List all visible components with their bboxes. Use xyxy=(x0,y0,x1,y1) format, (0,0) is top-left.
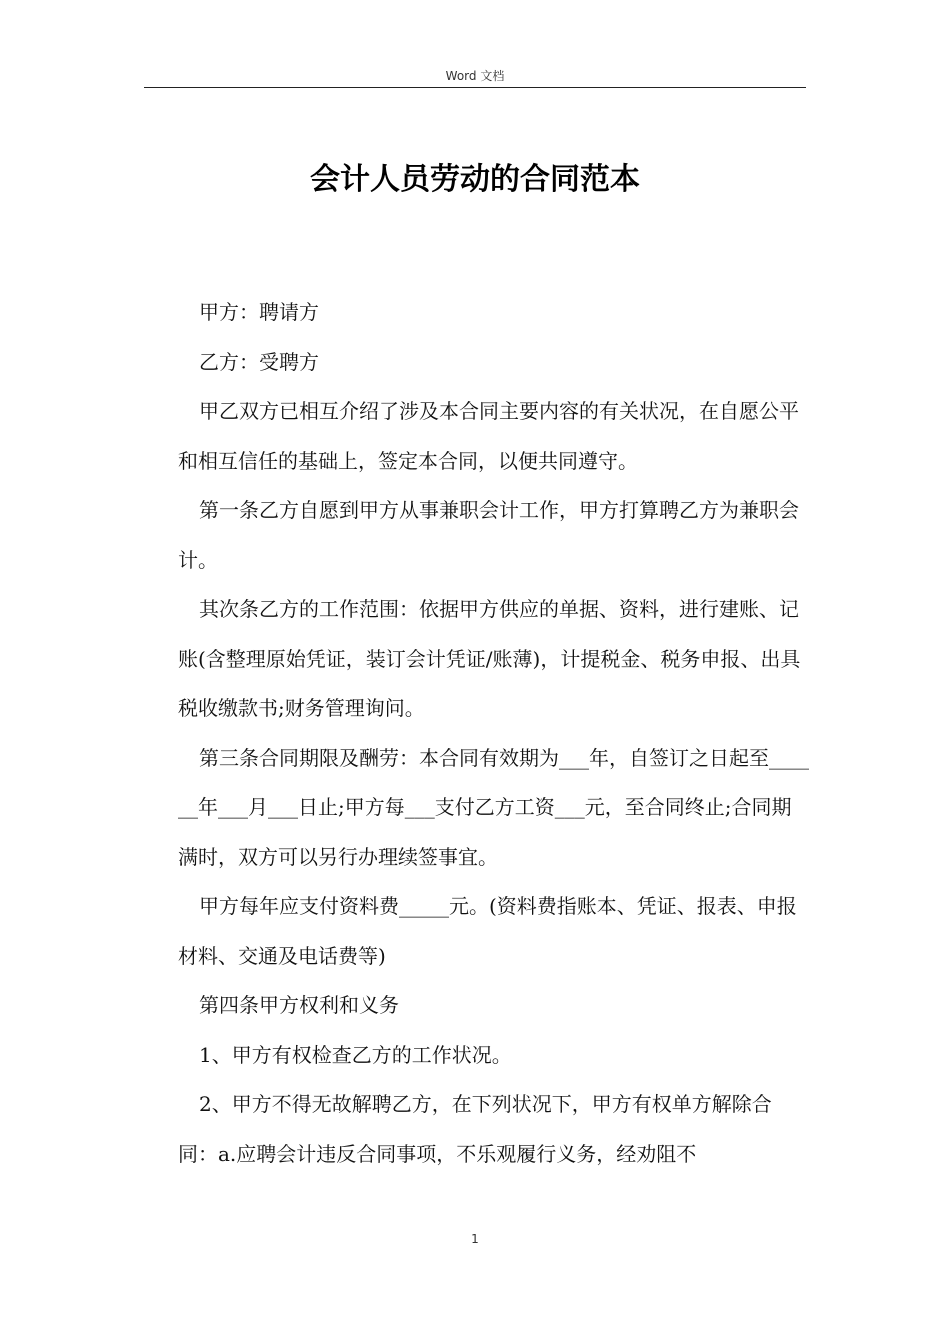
paragraph-party-a: 甲方：聘请方 xyxy=(199,300,319,324)
document-body xyxy=(178,288,810,1179)
paragraph-party-b: 乙方：受聘方 xyxy=(199,349,319,374)
page-number: 1 xyxy=(471,1232,479,1246)
paragraph-article-2: 其次条乙方的工作范围：依据甲方供应的单据、资料，进行建账、记账(含整理原始凭证，装订会计凭证/账薄)，计提税金、税务申报、出具税收缴款书;财务管理询问。 xyxy=(178,597,801,720)
paragraph-item-2: 2、甲方不得无故解聘乙方，在下列状况下，甲方有权单方解除合同：a.应聘会计违反合同事项，不乐观履行义务，经劝阻不 xyxy=(178,1092,772,1166)
paragraph-item-1: 1、甲方有权检查乙方的工作状况。 xyxy=(199,1042,512,1067)
paragraph-article-3: 第三条合同期限及酬劳：本合同有效期为___年，自签订之日起至______年___月___日止;甲方每___支付乙方工资___元，至合同终止;合同期满时，双方可以另行办理续签事宜。 xyxy=(178,745,809,869)
document-title: 会计人员劳动的合同范本 xyxy=(310,162,640,197)
paragraph-article-1: 第一条乙方自愿到甲方从事兼职会计工作，甲方打算聘乙方为兼职会计。 xyxy=(178,498,799,572)
paragraph-materials-fee: 甲方每年应支付资料费_____元。(资料费指账本、凭证、报表、申报材料、交通及电话费等) xyxy=(178,894,797,968)
paragraph-preamble: 甲乙双方已相互介绍了涉及本合同主要内容的有关状况，在自愿公平和相互信任的基础上，签定本合同，以便共同遵守。 xyxy=(178,399,799,473)
paragraph-article-4: 第四条甲方权利和义务 xyxy=(199,993,399,1017)
page-header: Word 文档 xyxy=(445,69,505,83)
header-divider xyxy=(144,87,806,88)
